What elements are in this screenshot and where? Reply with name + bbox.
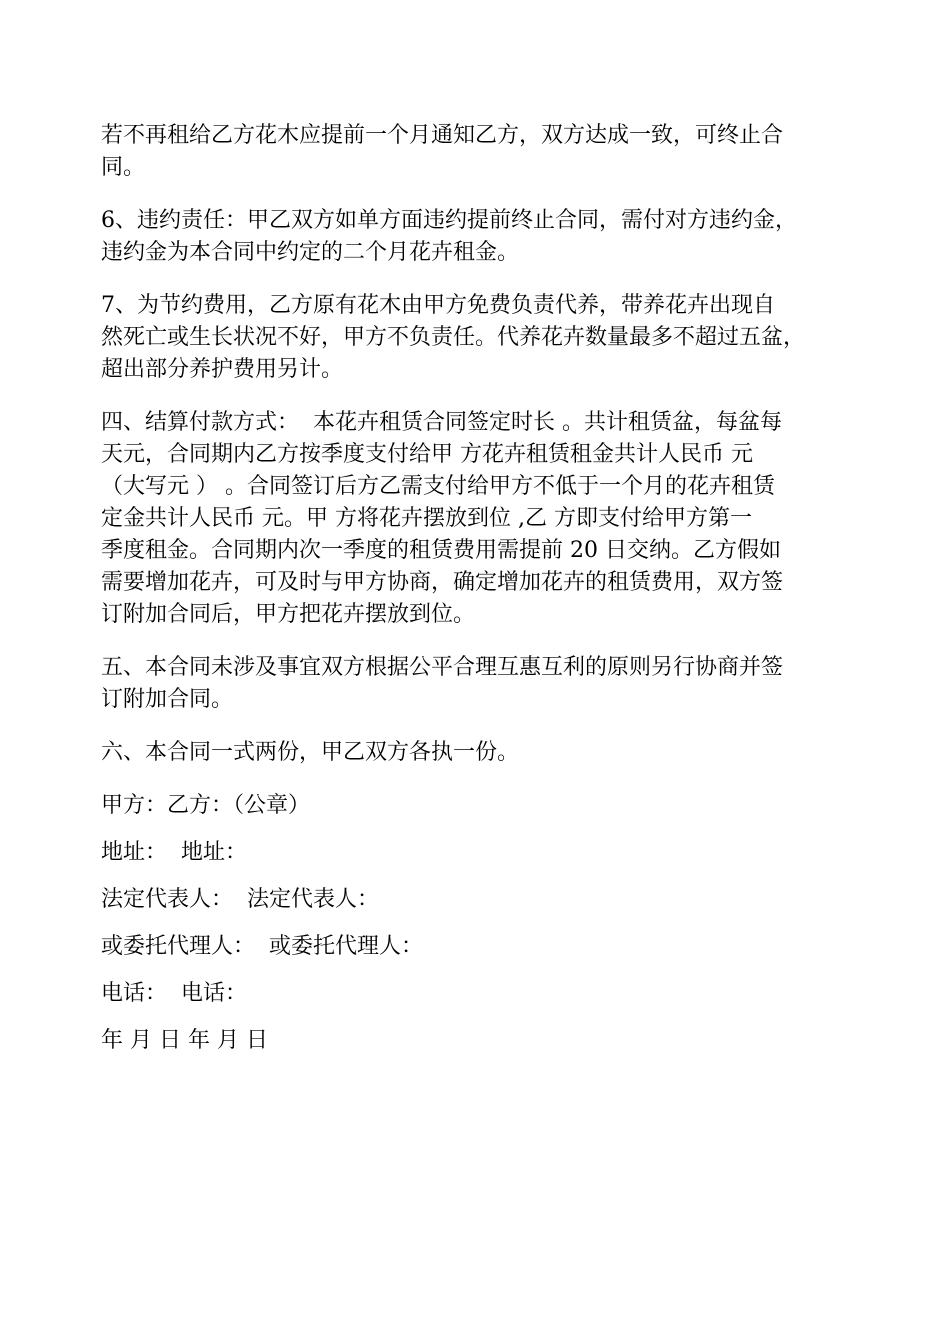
text-line: 然死亡或生长状况不好，甲方不负责任。代养花卉数量最多不超过五盆， <box>101 325 806 350</box>
text-line: 定金共计人民币 元。甲 方将花卉摆放到位 ,乙 方即支付给甲方第一 <box>101 506 752 531</box>
signature-agent: 或委托代理人： 或委托代理人： <box>101 934 423 959</box>
clause-termination-notice <box>101 120 861 184</box>
text-line: 订附加合同后，甲方把花卉摆放到位。 <box>101 602 476 627</box>
signature-legal-rep: 法定代表人： 法定代表人： <box>101 887 379 912</box>
text-line: 需要增加花卉，可及时与甲方协商，确定增加花卉的租赁费用，双方签 <box>101 570 784 595</box>
text-line: 违约金为本合同中约定的二个月花卉租金。 <box>101 240 520 265</box>
text-line: 五、本合同未涉及事宜双方根据公平合理互惠互利的原则另行协商并签 <box>101 655 784 680</box>
text-line: 超出部分养护费用另计。 <box>101 357 344 382</box>
text-line: 6、违约责任：甲乙双方如单方面违约提前终止合同，需付对方违约金， <box>101 208 797 233</box>
signature-address: 地址： 地址： <box>101 840 247 865</box>
text-line: 同。 <box>101 155 146 180</box>
clause-payment-terms <box>101 407 861 631</box>
signature-date: 年 月 日 年 月 日 <box>101 1028 268 1053</box>
text-line: 六、本合同一式两份，甲乙双方各执一份。 <box>101 740 520 765</box>
clause-other-matters <box>101 652 861 716</box>
clause-copies <box>101 737 861 769</box>
document-body <box>101 120 861 1072</box>
text-line: 天元，合同期内乙方按季度支付给甲 方花卉租赁租金共计人民币 元 <box>101 442 753 467</box>
text-line: 四、结算付款方式： 本花卉租赁合同签定时长 。共计租赁盆，每盆每 <box>101 410 782 435</box>
signature-parties: 甲方：乙方：（公章） <box>101 793 311 818</box>
clause-plant-care <box>101 290 861 386</box>
signature-phone: 电话： 电话： <box>101 981 247 1006</box>
text-line: 季度租金。合同期内次一季度的租赁费用需提前 20 日交纳。乙方假如 <box>101 538 781 563</box>
text-line: 7、为节约费用，乙方原有花木由甲方免费负责代养，带养花卉出现自 <box>101 293 775 318</box>
clause-breach-liability <box>101 205 861 269</box>
signature-block <box>101 790 861 1057</box>
text-line: 若不再租给乙方花木应提前一个月通知乙方，双方达成一致，可终止合 <box>101 123 784 148</box>
text-line: 订附加合同。 <box>101 687 234 712</box>
text-line: （大写元 ） 。合同签订后方乙需支付给甲方不低于一个月的花卉租赁 <box>101 474 775 499</box>
